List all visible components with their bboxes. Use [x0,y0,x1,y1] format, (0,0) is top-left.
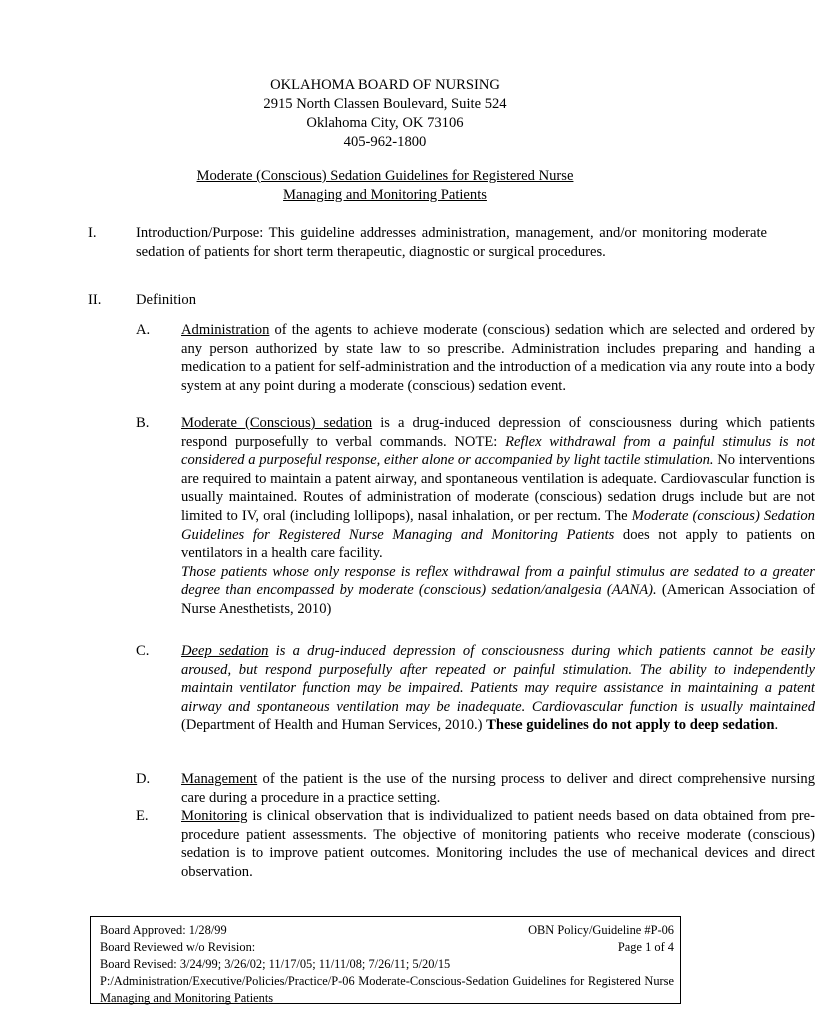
letterhead [0,76,770,152]
definition-text: Monitoring is clinical observation that is individualized to patient needs based on data obtained from pre-procedure patient assessments. The objective of monitoring patients who receive moderate (conscious) sedation is to improve patient outcomes. Monitoring includes the use of mechanical devices and direct observation. [181,808,815,880]
definition-term: Monitoring [181,808,248,824]
definition-term: Deep sedation [181,643,269,659]
board-approved: Board Approved: 1/28/99 [100,923,227,937]
board-revised: Board Revised: 3/24/99; 3/26/02; 11/17/05; 11/11/08; 7/26/11; 5/20/15 [100,957,451,971]
section-heading: Definition [136,292,196,308]
title-line-2: Managing and Monitoring Patients [283,187,487,203]
board-reviewed: Board Reviewed w/o Revision: [100,940,256,954]
definition-text: Moderate (Conscious) sedation is a drug-induced depression of consciousness during which patients respond purposefully to verbal commands. NOTE: Reflex withdrawal from a painful stimulus is not considered a purposeful response, either alone or accompanied by light tactile stimulation. No interventions are required to maintain a patent airway, and spontaneous ventilation is adequate. Cardiovascular function is usually maintained. Routes of administration of moderate (conscious) sedation drugs include but are not limited to IV, oral (including lollipops), nasal inhalation, or per rectum. The Moderate (conscious) Sedation Guidelines for Registered Nurse Managing and Monitoring Patients does not apply to patients on ventilators in a health care facility. Those patients whose only response is reflex withdrawal from a painful stimulus are sedated to a greater degree than encompassed by moderate (conscious) sedation/analgesia (AANA). (American Association of Nurse Anesthetists, 2010) [181,415,815,617]
definition-term: Administration [181,322,270,338]
page-number: Page 1 of 4 [617,940,674,954]
definition-letter: E. [136,808,149,824]
policy-number: OBN Policy/Guideline #P-06 [528,923,674,937]
definition-letter: A. [136,322,151,338]
footer-box [90,916,681,1004]
file-path: P:/Administration/Executive/Policies/Practice/P-06 Moderate-Conscious-Sedation Guidelines for Registered Nurse Managing and Monitoring Patients [100,974,674,1005]
title-line-1: Moderate (Conscious) Sedation Guidelines for Registered Nurse [196,168,574,184]
address-line-1: 2915 North Classen Boulevard, Suite 524 [263,96,507,112]
definition-letter: D. [136,771,151,787]
section-number: I. [88,225,97,241]
section-number: II. [88,292,102,308]
org-name: OKLAHOMA BOARD OF NURSING [270,77,500,93]
section-text: Introduction/Purpose: This guideline addresses administration, management, and/or monitoring moderate sedation of patients for short term therapeutic, diagnostic or surgical procedures. [136,225,767,260]
phone-number: 405-962-1800 [343,134,427,150]
definition-term: Management [181,771,258,787]
definition-letter: C. [136,643,150,659]
footer-row-2 [100,939,674,956]
definition-text: Deep sedation is a drug-induced depression of consciousness during which patients cannot be easily aroused, but respond purposefully after repeated or painful stimulation. The ability to independently maintain ventilator function may be impaired. Patients may require assistance in maintaining a patent airway and spontaneous ventilation may be inadequate. Cardiovascular function is usually maintained (Department of Health and Human Services, 2010.) These guidelines do not apply to deep sedation. [181,643,815,734]
definition-text: Management of the patient is the use of the nursing process to deliver and direct comprehensive nursing care during a procedure in a practice setting. [181,771,815,806]
definition-text: Administration of the agents to achieve moderate (conscious) sedation which are selected and ordered by any person authorized by state law to so prescribe. Administration includes preparing and handing a medication to a patient for self-administration and the introduction of a medication via any route into a body system at any point during a moderate (conscious) sedation event. [181,322,815,394]
footer-row-1 [100,922,674,939]
document-title [0,167,770,205]
address-line-2: Oklahoma City, OK 73106 [306,115,464,131]
definition-letter: B. [136,415,150,431]
definition-term: Moderate (Conscious) sedation [181,415,373,431]
